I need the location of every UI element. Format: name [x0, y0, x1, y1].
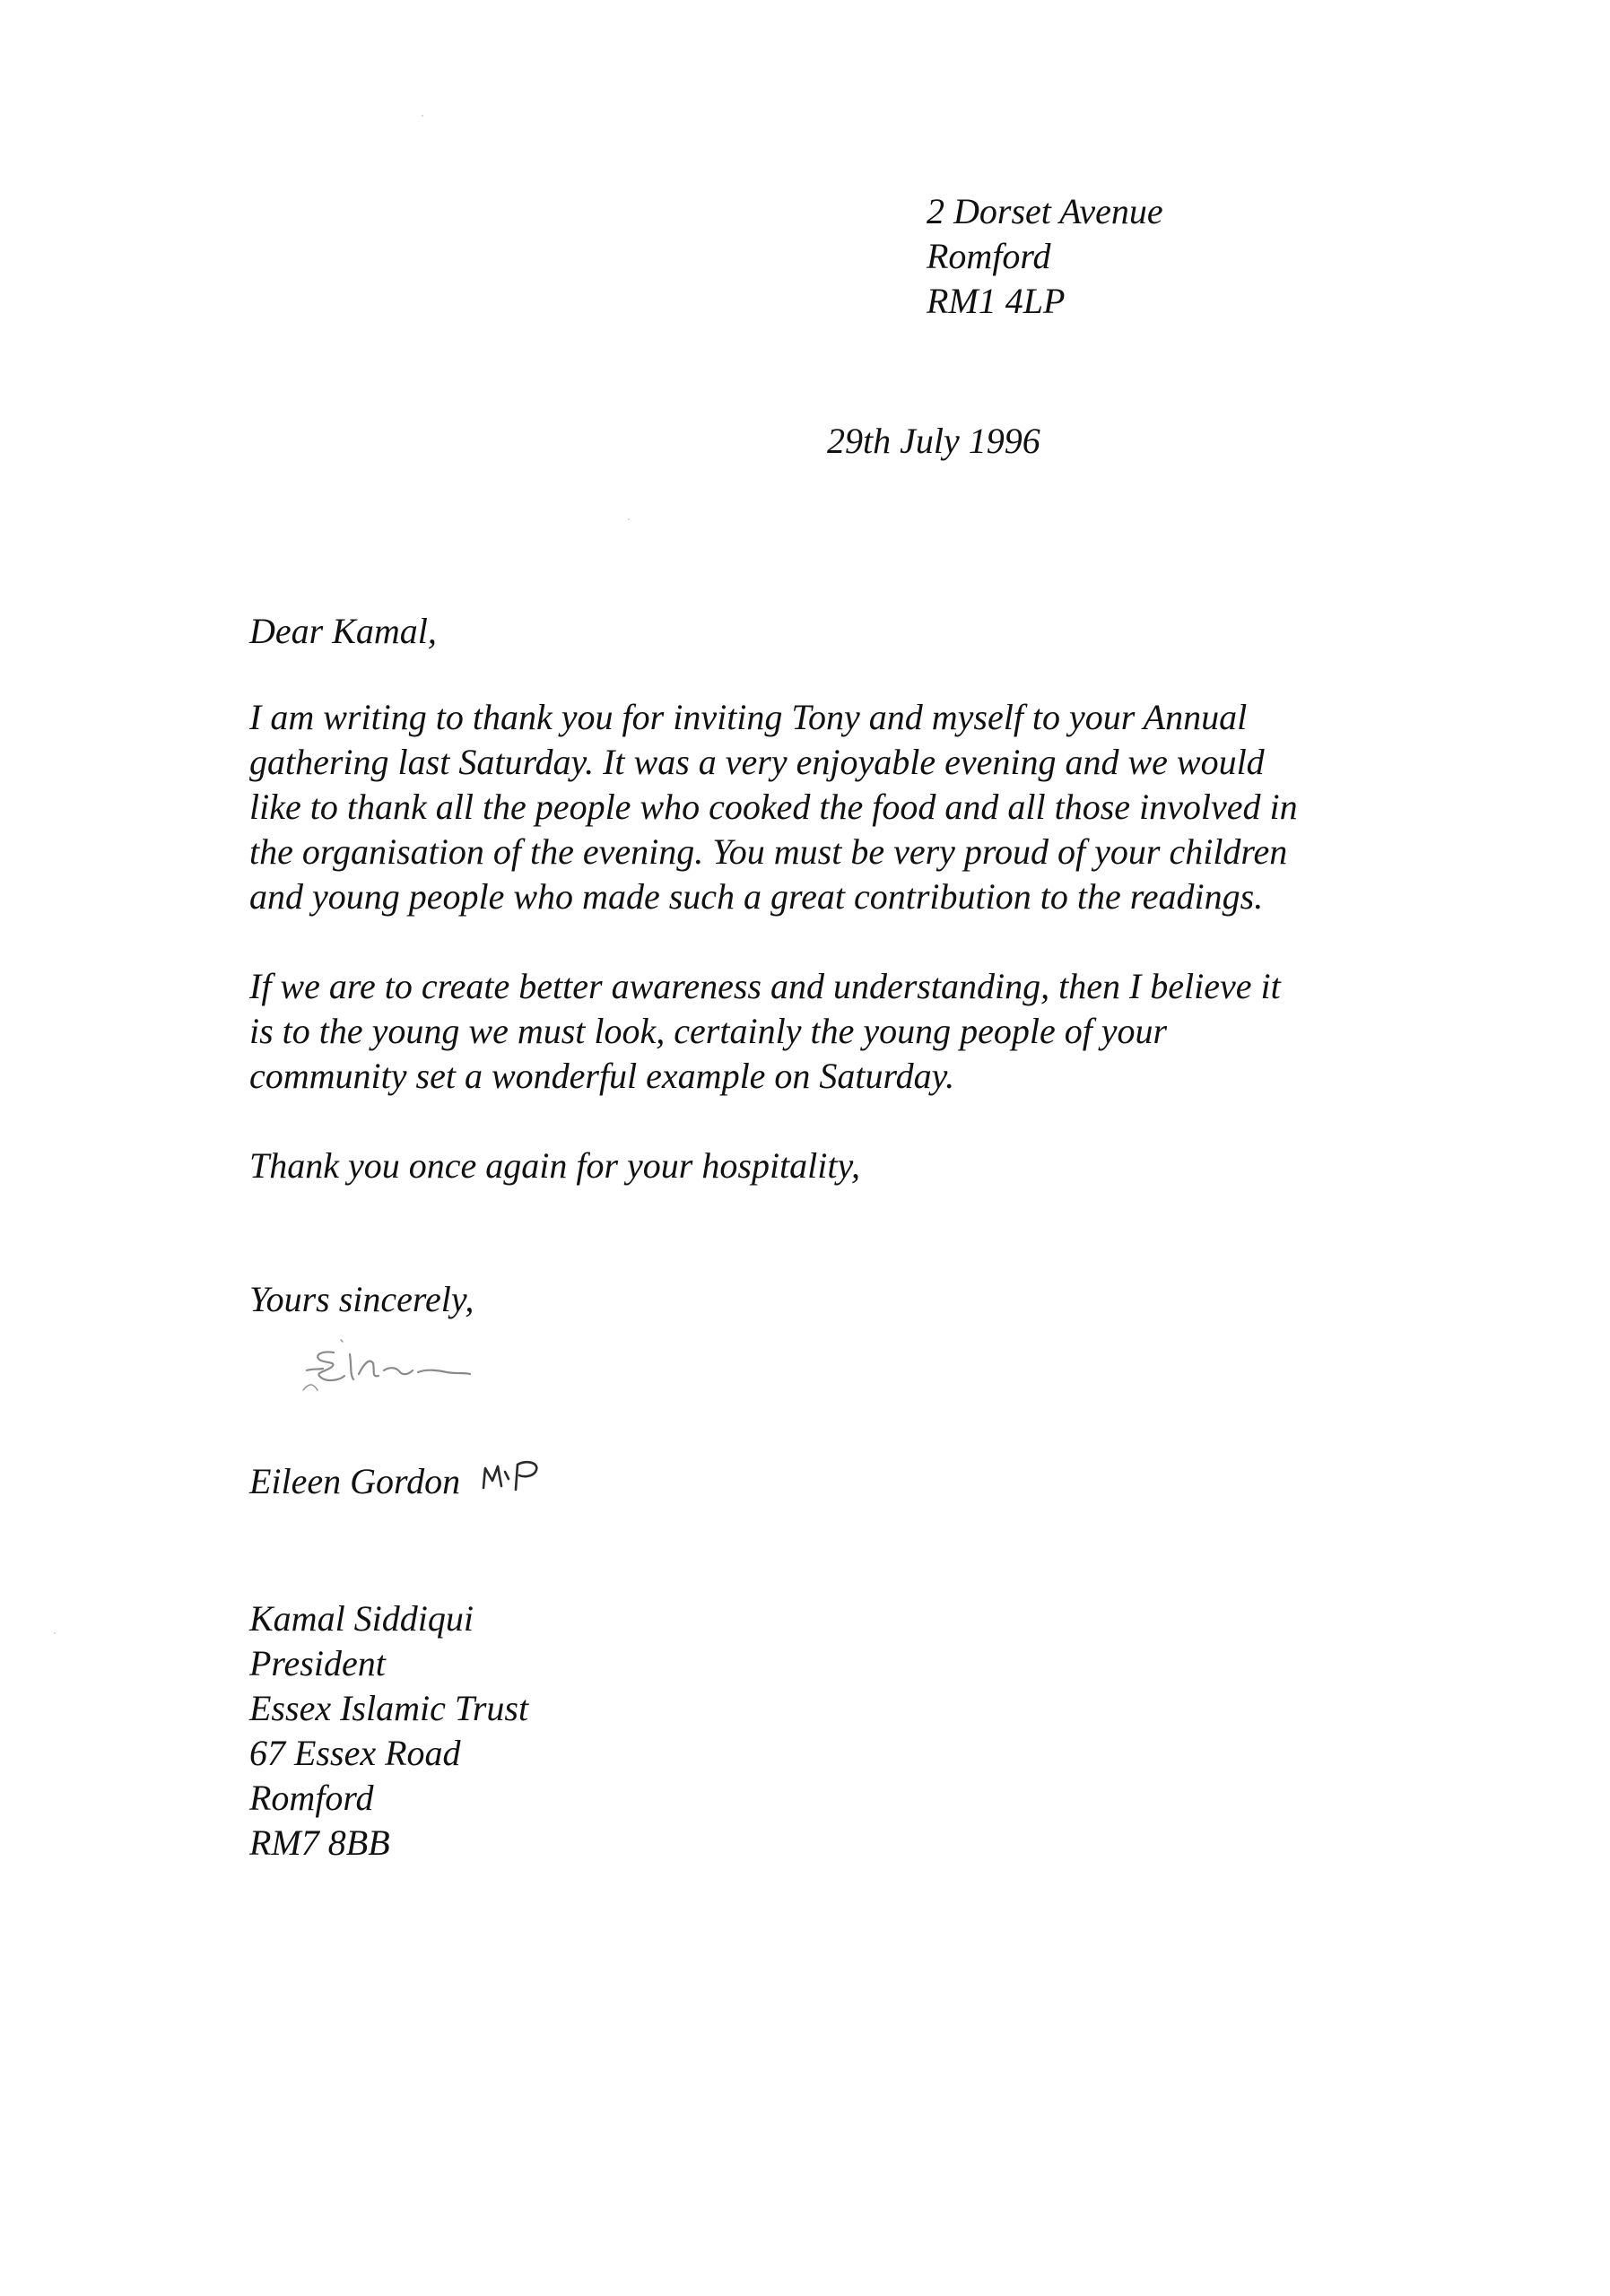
sender-address: [927, 189, 1163, 324]
signer-name: Eileen Gordon: [249, 1461, 461, 1501]
paragraph-line: If we are to create better awareness and understanding, then I believe it: [249, 966, 1281, 1006]
paragraph-line: Thank you once again for your hospitality,: [249, 1145, 861, 1186]
body-paragraph: [249, 1144, 860, 1188]
body-paragraph: [249, 695, 1298, 919]
recipient-address-line: Romford: [249, 1778, 374, 1818]
sender-address-line: 2 Dorset Avenue: [927, 191, 1163, 231]
handwritten-mp-mark: [469, 1447, 586, 1500]
recipient-address-line: RM7 8BB: [249, 1822, 390, 1863]
paragraph-line: is to the young we must look, certainly the young people of your: [249, 1011, 1168, 1051]
paragraph-line: the organisation of the evening. You must be very proud of your children: [249, 831, 1288, 872]
recipient-address-line: Kamal Siddiqui: [249, 1598, 474, 1639]
paragraph-line: like to thank all the people who cooked the food and all those involved in: [249, 787, 1298, 827]
paragraph-line: gathering last Saturday. It was a very enjoyable evening and we would: [249, 742, 1265, 782]
paper-speck: [628, 518, 630, 520]
paper-speck: [422, 115, 423, 117]
sender-address-line: Romford: [927, 236, 1051, 276]
sender-address-line: RM1 4LP: [927, 281, 1066, 321]
paragraph-line: community set a wonderful example on Saturday.: [249, 1056, 955, 1096]
recipient-address: [249, 1596, 528, 1866]
salutation: Dear Kamal,: [249, 611, 437, 651]
recipient-address-line: 67 Essex Road: [249, 1733, 461, 1773]
letter-date: 29th July 1996: [827, 421, 1040, 461]
handwritten-signature: [287, 1327, 520, 1408]
recipient-address-line: Essex Islamic Trust: [249, 1688, 529, 1728]
paragraph-line: I am writing to thank you for inviting Tony and myself to your Annual: [249, 697, 1248, 737]
paragraph-line: and young people who made such a great contribution to the readings.: [249, 876, 1264, 917]
body-paragraph: [249, 964, 1281, 1099]
signer-row: [249, 1459, 586, 1504]
closing: Yours sincerely,: [249, 1279, 474, 1319]
recipient-address-line: President: [249, 1643, 386, 1683]
paper-speck: [54, 1632, 56, 1634]
